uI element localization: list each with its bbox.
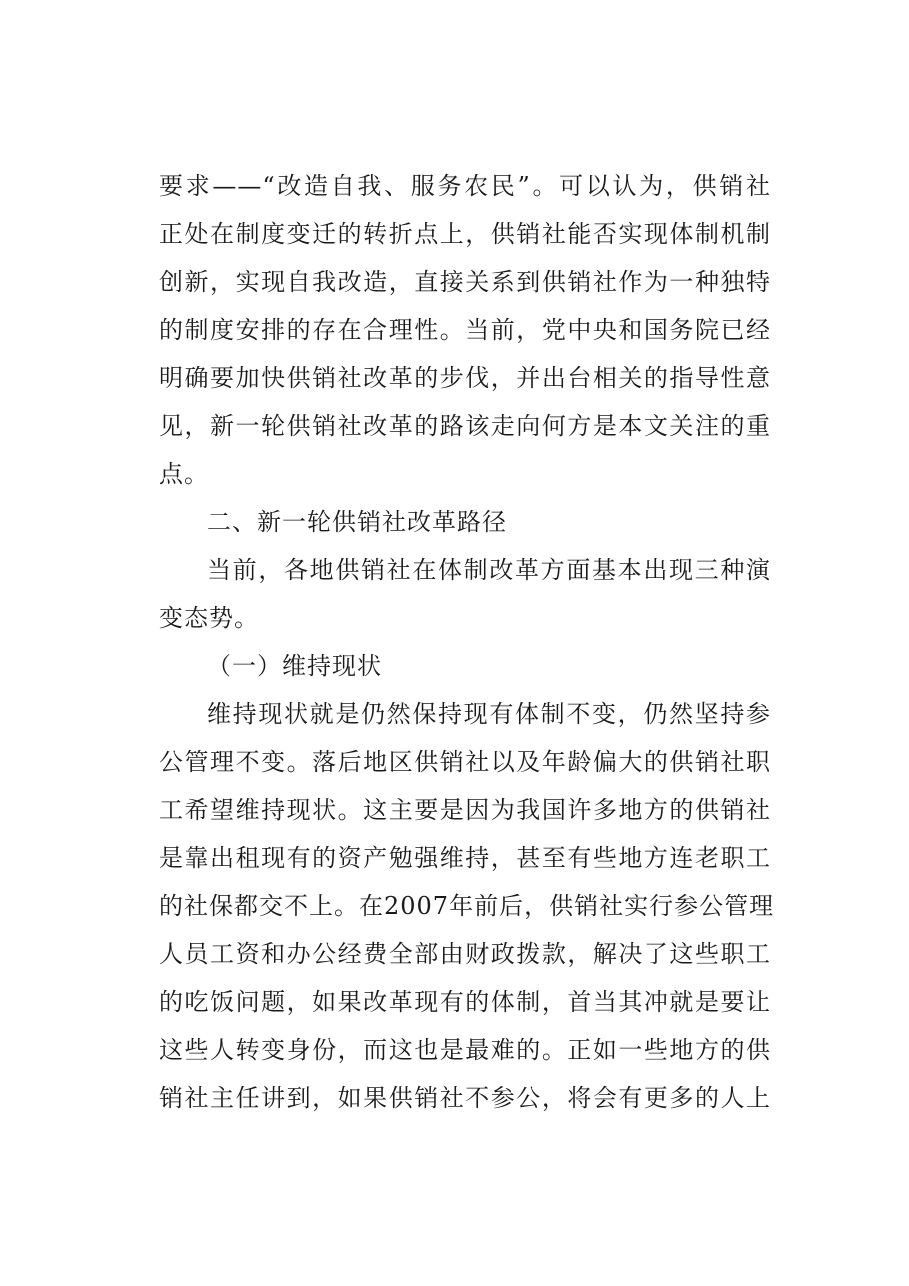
paragraph-line: 的制度安排的存在合理性。当前，党中央和国务院已经 (159, 316, 771, 344)
paragraph-line: 工希望维持现状。这主要是因为我国许多地方的供销社 (159, 796, 771, 824)
section-heading: 二、新一轮供销社改革路径 (207, 508, 507, 536)
paragraph-line: 正处在制度变迁的转折点上，供销社能否实现体制机制 (159, 220, 771, 248)
paragraph-line: 当前，各地供销社在体制改革方面基本出现三种演 (207, 556, 771, 584)
paragraph-line: 见，新一轮供销社改革的路该走向何方是本文关注的重 (159, 412, 771, 440)
paragraph-line: 明确要加快供销社改革的步伐，并出台相关的指导性意 (159, 364, 771, 392)
paragraph-line: 维持现状就是仍然保持现有体制不变，仍然坚持参 (207, 700, 771, 728)
paragraph-line: 变态势。 (159, 604, 259, 632)
paragraph-line: 的社保都交不上。在2007年前后，供销社实行参公管理 (159, 892, 775, 920)
paragraph-line: 人员工资和办公经费全部由财政拨款，解决了这些职工 (159, 940, 771, 968)
paragraph-line: 是靠出租现有的资产勉强维持，甚至有些地方连老职工 (159, 844, 771, 872)
subsection-heading: （一）维持现状 (207, 652, 382, 680)
paragraph-line: 要求——“改造自我、服务农民”。可以认为，供销社 (159, 172, 771, 200)
paragraph-line: 创新，实现自我改造，直接关系到供销社作为一种独特 (159, 268, 771, 296)
paragraph-line: 的吃饭问题，如果改革现有的体制，首当其冲就是要让 (159, 988, 771, 1016)
paragraph-line: 销社主任讲到，如果供销社不参公，将会有更多的人上 (159, 1084, 771, 1112)
paragraph-line: 点。 (159, 460, 209, 488)
paragraph-line: 公管理不变。落后地区供销社以及年龄偏大的供销社职 (159, 748, 771, 776)
paragraph-line: 这些人转变身份，而这也是最难的。正如一些地方的供 (159, 1036, 771, 1064)
